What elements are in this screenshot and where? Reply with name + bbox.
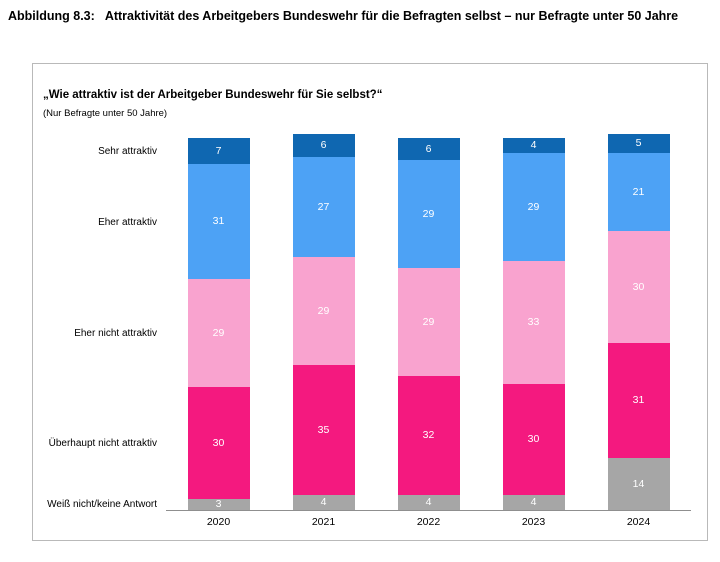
bar-value-label: 29 xyxy=(527,200,540,213)
bar-segment xyxy=(293,257,355,365)
year-axis-labels xyxy=(166,516,691,534)
bar-value-label: 5 xyxy=(635,137,642,150)
bar-value-label: 6 xyxy=(425,142,432,155)
bar-segment xyxy=(503,138,565,153)
bar-value-label: 30 xyxy=(527,433,540,446)
chart-title: „Wie attraktiv ist der Arbeitgeber Bundeswehr für Sie selbst?“ xyxy=(43,89,383,101)
category-axis-labels xyxy=(33,139,161,511)
bar-value-label: 29 xyxy=(422,208,435,221)
x-axis-tick-label: 2023 xyxy=(521,516,546,528)
bar-segment xyxy=(503,495,565,510)
x-axis-tick-label: 2021 xyxy=(311,516,336,528)
figure-number: Abbildung 8.3: xyxy=(8,9,95,23)
bar-value-label: 29 xyxy=(317,304,330,317)
bar-value-label: 31 xyxy=(632,394,645,407)
bar-value-label: 32 xyxy=(422,429,435,442)
bar-column xyxy=(188,138,250,510)
chart-subtitle: (Nur Befragte unter 50 Jahre) xyxy=(43,108,168,119)
chart-container xyxy=(32,63,708,541)
bar-value-label: 4 xyxy=(530,496,537,509)
category-label: Weiß nicht/keine Antwort xyxy=(47,499,157,511)
category-label: Sehr attraktiv xyxy=(98,146,157,158)
bar-value-label: 31 xyxy=(212,215,225,228)
bar-segment xyxy=(503,384,565,496)
x-axis-tick-label: 2020 xyxy=(206,516,231,528)
bar-value-label: 33 xyxy=(527,315,540,328)
bar-segment xyxy=(188,279,250,387)
bar-segment xyxy=(398,376,460,495)
bar-segment xyxy=(398,495,460,510)
axis-baseline xyxy=(166,510,691,511)
x-axis-tick-label: 2024 xyxy=(626,516,651,528)
bar-segment xyxy=(608,153,670,231)
bar-segment xyxy=(398,160,460,268)
category-label: Überhaupt nicht attraktiv xyxy=(48,438,157,450)
plot-area xyxy=(166,139,691,511)
bar-segment xyxy=(608,343,670,458)
bar-segment xyxy=(293,495,355,510)
bar-value-label: 6 xyxy=(320,139,327,152)
bar-value-label: 7 xyxy=(215,144,222,157)
bar-value-label: 35 xyxy=(317,423,330,436)
category-label: Eher nicht attraktiv xyxy=(74,328,157,340)
bar-value-label: 29 xyxy=(212,327,225,340)
bar-segment xyxy=(188,138,250,164)
figure-title: Attraktivität des Arbeitgebers Bundeswehr für die Befragten selbst – nur Befragte unter 50 Jahre xyxy=(104,9,679,23)
bar-value-label: 30 xyxy=(632,280,645,293)
category-label: Eher attraktiv xyxy=(98,216,157,228)
bar-segment xyxy=(188,164,250,279)
bar-segment xyxy=(608,458,670,510)
bar-segment xyxy=(398,268,460,376)
bar-column xyxy=(503,138,565,510)
bar-column xyxy=(398,138,460,510)
bar-segment xyxy=(398,138,460,160)
bar-segment xyxy=(608,134,670,153)
bar-segment xyxy=(503,153,565,261)
bar-column xyxy=(293,134,355,510)
bar-column xyxy=(608,134,670,510)
bar-value-label: 14 xyxy=(632,477,645,490)
bar-segment xyxy=(188,499,250,510)
bar-value-label: 4 xyxy=(425,496,432,509)
bar-value-label: 21 xyxy=(632,185,645,198)
bar-value-label: 30 xyxy=(212,436,225,449)
bar-value-label: 29 xyxy=(422,315,435,328)
bar-segment xyxy=(293,134,355,156)
bar-segment xyxy=(503,261,565,384)
bar-segment xyxy=(293,157,355,257)
bar-segment xyxy=(188,387,250,499)
x-axis-tick-label: 2022 xyxy=(416,516,441,528)
bar-value-label: 4 xyxy=(530,139,537,152)
bar-segment xyxy=(608,231,670,343)
bar-value-label: 3 xyxy=(215,498,222,511)
figure-caption xyxy=(8,8,712,24)
bar-value-label: 4 xyxy=(320,496,327,509)
bar-segment xyxy=(293,365,355,495)
bar-value-label: 27 xyxy=(317,200,330,213)
